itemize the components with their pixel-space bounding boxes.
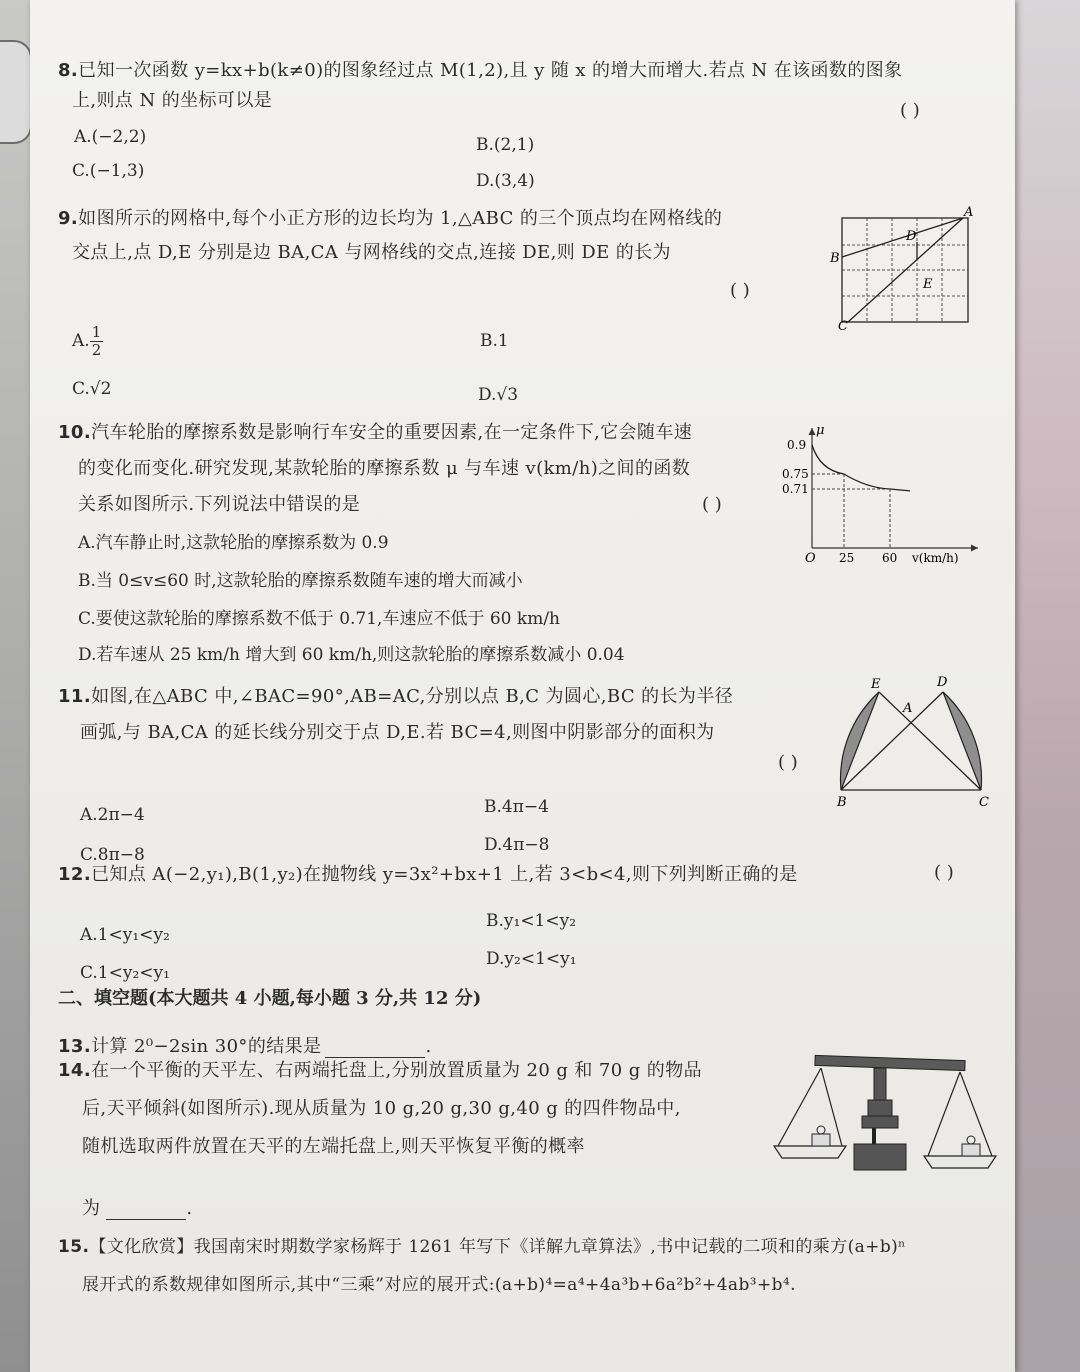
q13-line: [58, 1036, 432, 1058]
q10-option-c: C.要使这款轮胎的摩擦系数不低于 0.71,车速应不低于 60 km/h: [78, 609, 561, 629]
q15-line2: 展开式的系数规律如图所示,其中“三乘”对应的展开式:(a+b)⁴=a⁴+4a³b+6a²b²+4ab³+b⁴.: [82, 1275, 796, 1295]
q15-line1: [58, 1236, 906, 1258]
q9-label-d: D: [906, 229, 917, 244]
q8-option-c: C.(−1,3): [72, 161, 145, 181]
q11-answer-paren: ( ): [778, 752, 798, 773]
q9-label-e: E: [923, 277, 933, 292]
q9-grid-figure: [810, 200, 985, 335]
q13-end: .: [425, 1036, 432, 1057]
q10-curve: [812, 445, 910, 491]
q9-segment-ba: [842, 218, 963, 257]
q14-left-weight: [812, 1134, 830, 1146]
q11-option-d: D.4π−8: [484, 835, 550, 855]
q14-line2: 后,天平倾斜(如图所示).现从质量为 10 g,20 g,30 g,40 g 的四件物品中,: [82, 1098, 681, 1119]
q13-number: 13.: [58, 1036, 92, 1057]
q14-line1: [58, 1060, 702, 1082]
q9-frac-den: 2: [91, 341, 102, 359]
q15-number: 15.: [58, 1237, 90, 1257]
q10-line3: 关系如图所示.下列说法中错误的是: [78, 494, 361, 515]
q10-number: 10.: [58, 422, 92, 443]
q9-option-c: C.√2: [72, 379, 112, 399]
q10-line1: [58, 422, 692, 444]
q14-line3: 随机选取两件放置在天平的左端托盘上,则天平恢复平衡的概率: [82, 1136, 585, 1157]
q11-option-c: C.8π−8: [80, 845, 145, 865]
q12-option-d: D.y₂<1<y₁: [486, 949, 577, 969]
q10-option-d: D.若车速从 25 km/h 增大到 60 km/h,则这款轮胎的摩擦系数减小 0.04: [78, 645, 625, 665]
q14-line4: [82, 1198, 193, 1220]
q10-xtick-1: 25: [839, 551, 855, 565]
q14-left-weight-knob: [817, 1126, 825, 1134]
q14-base: [854, 1144, 906, 1170]
q9-line2: 交点上,点 D,E 分别是边 BA,CA 与网格线的交点,连接 DE,则 DE 的长为: [72, 242, 671, 263]
q10-x-label: v(km/h): [912, 551, 959, 565]
q9-option-d: D.√3: [478, 385, 519, 405]
q12-answer-paren: ( ): [934, 862, 954, 883]
q11-label-c: C: [979, 795, 989, 810]
q10-option-b: B.当 0≤v≤60 时,这款轮胎的摩擦系数随车速的增大而减小: [78, 571, 523, 591]
q14-right-pan: [924, 1156, 996, 1168]
q14-post-lower: [862, 1116, 898, 1128]
q12-option-c: C.1<y₂<y₁: [80, 963, 170, 983]
q15-text1: 【文化欣赏】我国南宋时期数学家杨辉于 1261 年写下《详解九章算法》,书中记载的二项和的乘方(a+b)ⁿ: [89, 1237, 906, 1257]
q9-line1: [58, 208, 722, 230]
q14-number: 14.: [58, 1060, 92, 1081]
q9-option-b: B.1: [480, 331, 509, 351]
q8-text1: 已知一次函数 y=kx+b(k≠0)的图象经过点 M(1,2),且 y 随 x 的增大而增大.若点 N 在该函数的图象: [78, 60, 903, 81]
q14-right-weight: [962, 1144, 980, 1156]
q8-option-b: B.(2,1): [476, 135, 535, 155]
q9-label-a: A: [964, 205, 974, 220]
q10-ytick-0: 0.9: [787, 438, 807, 452]
q9-number: 9.: [58, 208, 79, 229]
q11-figure: [825, 672, 1000, 812]
q14-text4: 为: [82, 1198, 101, 1219]
q11-label-d: D: [937, 675, 948, 690]
q12-text1: 已知点 A(−2,y₁),B(1,y₂)在抛物线 y=3x²+bx+1 上,若 3<b<4,则下列判断正确的是: [91, 864, 798, 885]
q9-option-a-fraction: [90, 324, 104, 359]
q10-ytick-2: 0.71: [782, 482, 809, 496]
q14-beam: [815, 1055, 965, 1070]
q14-right-string-2: [960, 1072, 992, 1156]
q10-xtick-0: O: [805, 551, 816, 565]
q11-text1: 如图,在△ABC 中,∠BAC=90°,AB=AC,分别以点 B,C 为圆心,BC 的长为半径: [91, 686, 734, 707]
q8-line1: [58, 60, 903, 82]
q10-option-a: A.汽车静止时,这款轮胎的摩擦系数为 0.9: [78, 533, 389, 553]
q9-answer-paren: ( ): [730, 280, 750, 301]
q9-text1: 如图所示的网格中,每个小正方形的边长均为 1,△ABC 的三个顶点均在网格线的: [78, 208, 723, 229]
q12-number: 12.: [58, 864, 92, 885]
q10-ytick-1: 0.75: [782, 467, 809, 481]
q8-option-a: A.(−2,2): [74, 127, 147, 147]
q14-end: .: [186, 1198, 193, 1219]
q11-line1: [58, 686, 733, 708]
q10-guide-lines: [812, 474, 890, 548]
q9-option-a-label: A.: [72, 331, 90, 351]
q14-right-weight-knob: [967, 1136, 975, 1144]
binder-tab: [0, 40, 32, 144]
q11-line2: 画弧,与 BA,CA 的延长线分别交于点 D,E.若 BC=4,则图中阴影部分的面积为: [80, 722, 715, 743]
q10-answer-paren: ( ): [702, 494, 722, 515]
q11-option-b: B.4π−4: [484, 797, 549, 817]
q8-answer-paren: ( ): [900, 100, 920, 121]
q12-line1: [58, 864, 798, 886]
q11-number: 11.: [58, 686, 92, 707]
q9-label-c: C: [838, 319, 848, 334]
q13-text: 计算 2⁰−2sin 30°的结果是: [91, 1036, 322, 1057]
q8-line2: 上,则点 N 的坐标可以是: [72, 90, 273, 111]
q11-option-a: A.2π−4: [80, 805, 145, 825]
q11-shaded-left: [841, 692, 879, 790]
q11-shaded-right: [943, 692, 981, 790]
q14-post-joint: [868, 1100, 892, 1116]
q14-balance-figure: [770, 1052, 1000, 1180]
exam-page: [30, 0, 1015, 1372]
q8-number: 8.: [58, 60, 79, 81]
q14-text1: 在一个平衡的天平左、右两端托盘上,分别放置质量为 20 g 和 70 g 的物品: [91, 1060, 702, 1081]
q11-label-e: E: [871, 677, 881, 692]
q10-friction-chart: [782, 420, 997, 565]
q10-text1: 汽车轮胎的摩擦系数是影响行车安全的重要因素,在一定条件下,它会随车速: [91, 422, 693, 443]
section2-heading: 二、填空题(本大题共 4 小题,每小题 3 分,共 12 分): [58, 988, 482, 1009]
q12-option-a: A.1<y₁<y₂: [80, 925, 170, 945]
q14-right-string-1: [928, 1072, 960, 1156]
q10-y-label: μ: [816, 423, 825, 438]
q12-option-b: B.y₁<1<y₂: [486, 911, 577, 931]
q9-option-a: [72, 324, 103, 359]
q10-xtick-2: 60: [882, 551, 898, 565]
q9-frac-num: 1: [91, 323, 102, 341]
q13-answer-blank: [325, 1057, 425, 1058]
q11-label-b: B: [837, 795, 847, 810]
q14-left-pan: [774, 1146, 846, 1158]
q14-answer-blank: [106, 1219, 186, 1220]
q11-label-a: A: [903, 701, 913, 716]
q8-option-d: D.(3,4): [476, 171, 535, 191]
q10-line2: 的变化而变化.研究发现,某款轮胎的摩擦系数 μ 与车速 v(km/h)之间的函数: [78, 458, 691, 479]
q9-label-b: B: [830, 251, 840, 266]
